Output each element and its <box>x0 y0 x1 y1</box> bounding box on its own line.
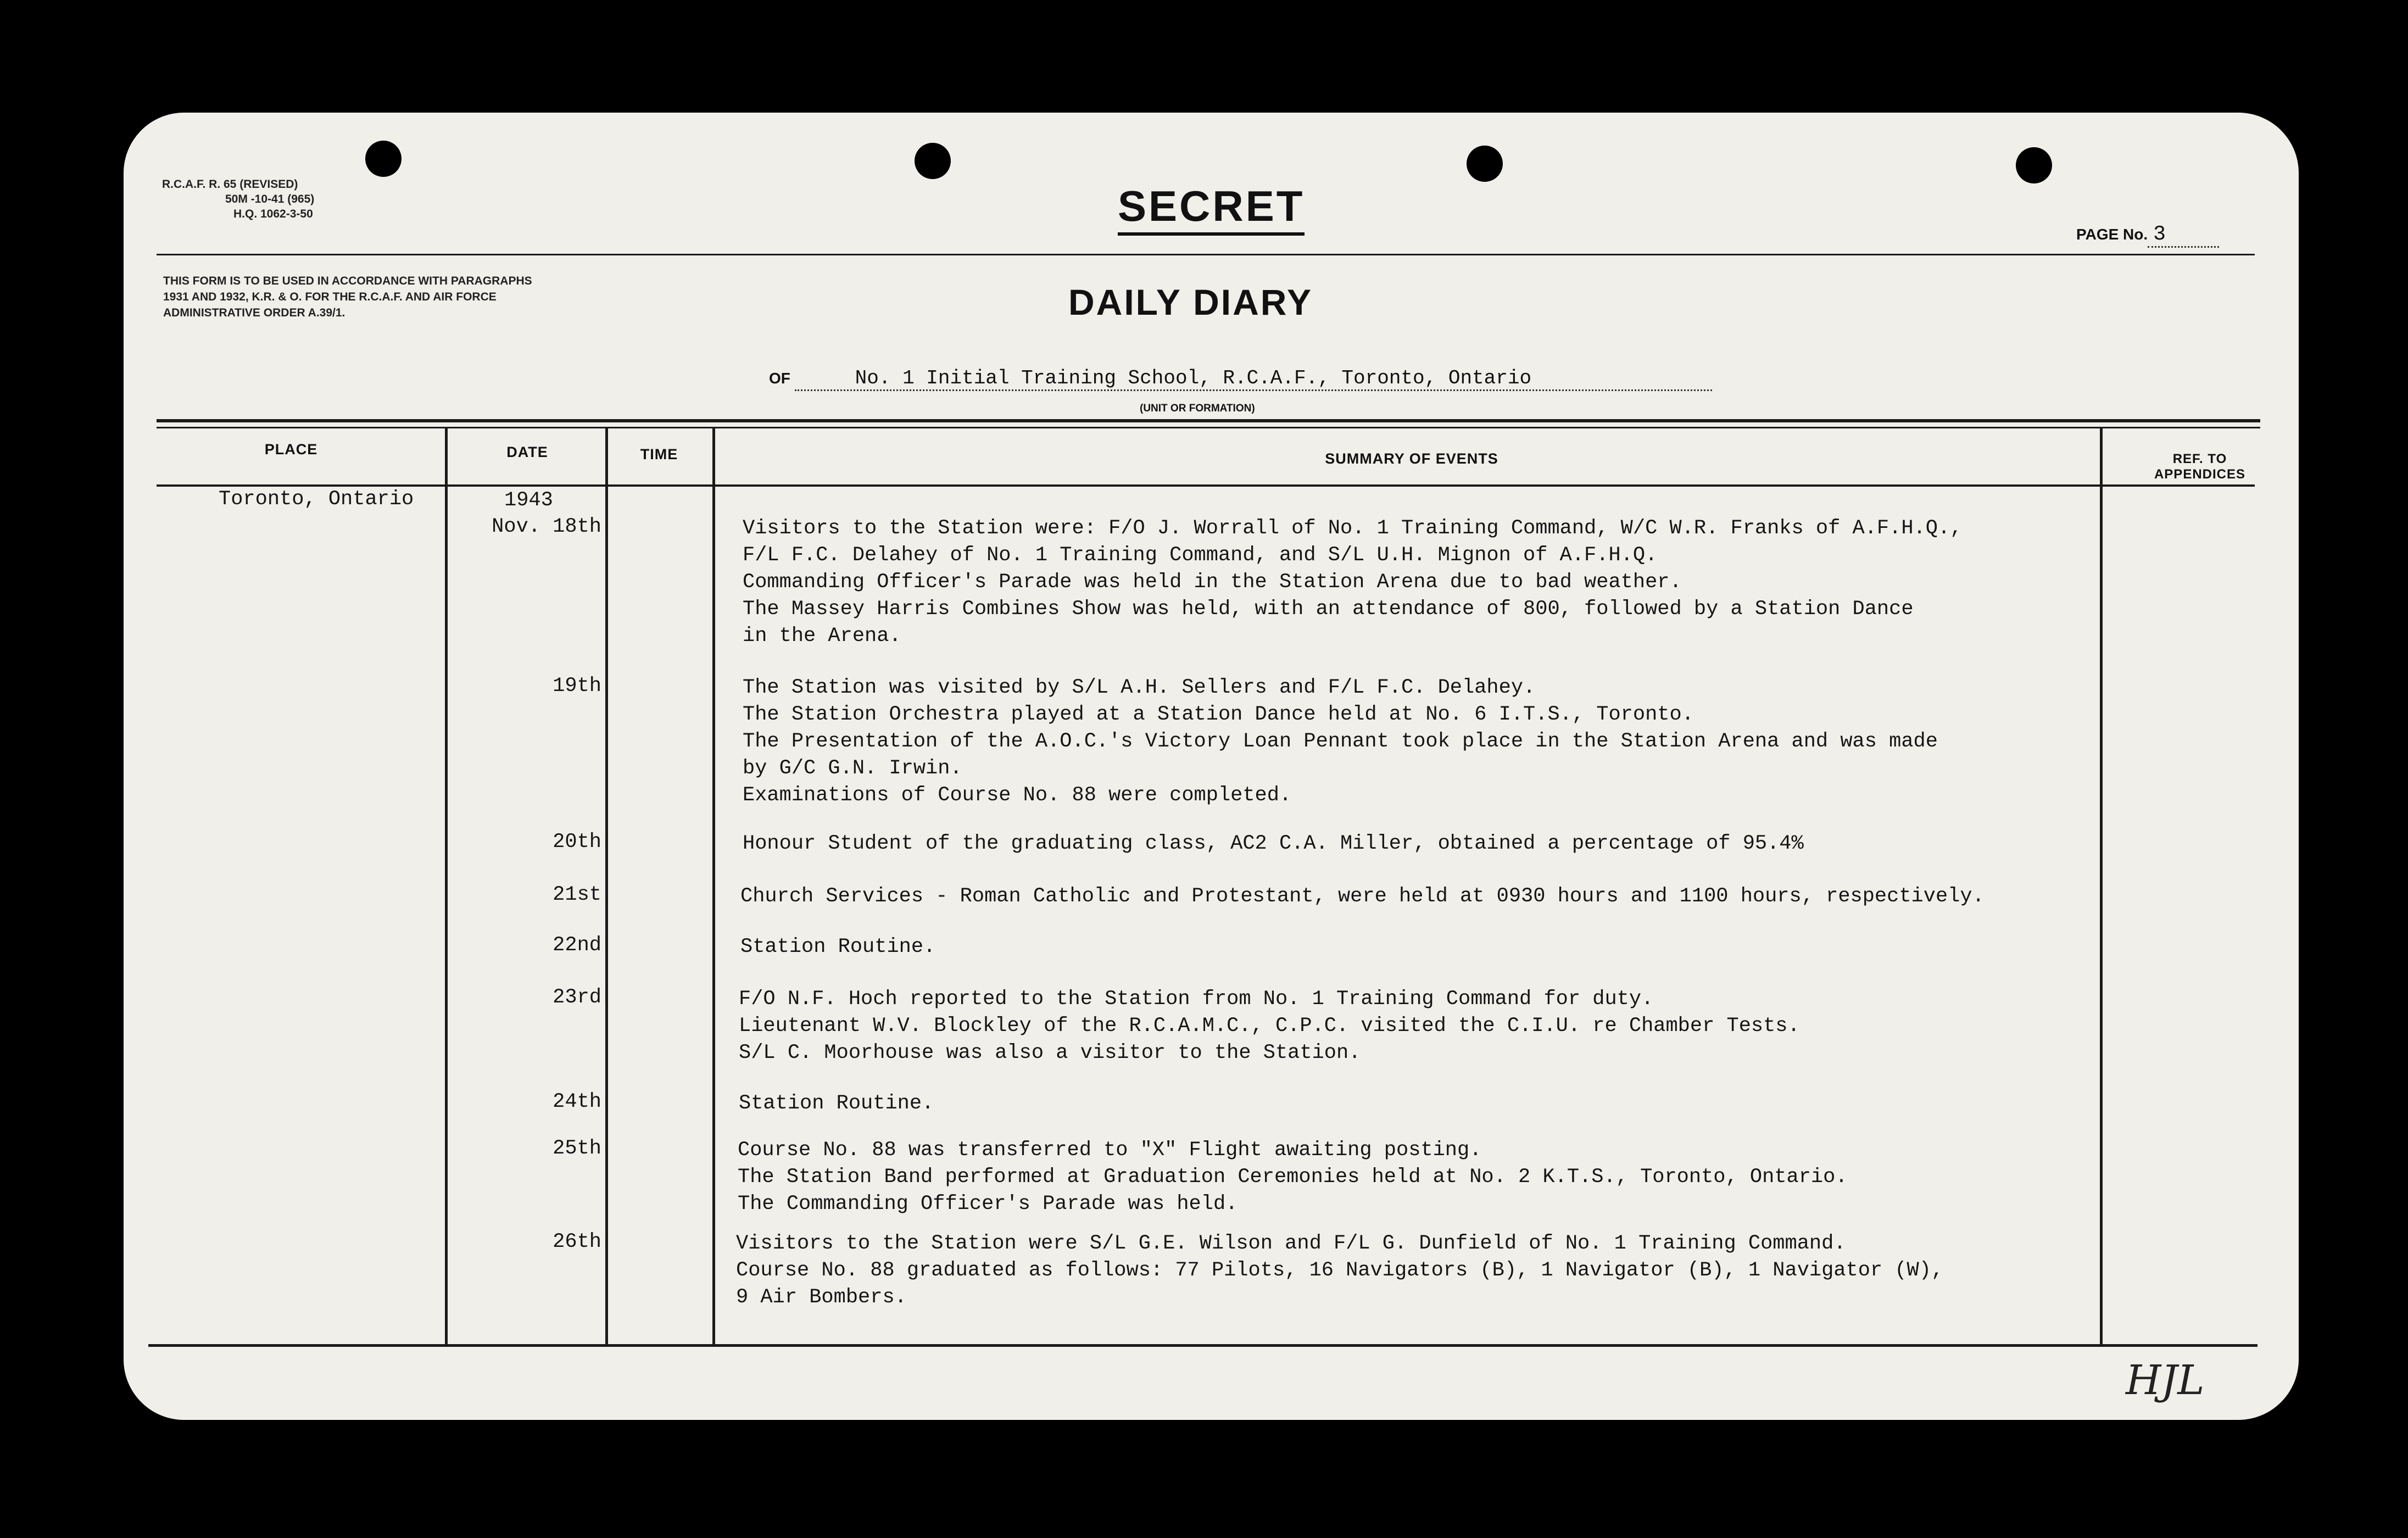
classification-stamp: SECRET <box>1118 181 1305 236</box>
col-divider-time <box>712 428 715 1345</box>
header-ref-line2: APPENDICES <box>2154 467 2246 482</box>
summary-line: The Commanding Officer's Parade was held. <box>738 1192 1238 1216</box>
handwritten-initials: HJL <box>2126 1357 2205 1404</box>
summary-line: S/L C. Moorhouse was also a visitor to the Station. <box>739 1041 1361 1065</box>
summary-line: Visitors to the Station were: F/O J. Worrall of No. 1 Training Command, W/C W.R. Franks of A.F.H.Q., <box>743 517 1963 540</box>
header-rule <box>157 254 2255 255</box>
summary-line: Station Routine. <box>740 935 936 959</box>
page-number-value: 3 <box>2148 222 2219 248</box>
entry-date: 25th <box>553 1137 601 1160</box>
summary-line: Course No. 88 was transferred to "X" Flight awaiting posting. <box>738 1139 1482 1162</box>
table-bottom-rule <box>148 1344 2258 1347</box>
punch-hole <box>915 143 951 179</box>
table-header-rule <box>157 484 2255 487</box>
summary-line: F/O N.F. Hoch reported to the Station from No. 1 Training Command for duty. <box>739 988 1654 1011</box>
summary-line: Course No. 88 graduated as follows: 77 Pilots, 16 Navigators (B), 1 Navigator (B), 1 Navigator (W), <box>736 1259 1944 1282</box>
entry-date: 21st <box>553 883 601 906</box>
form-id-line3: H.Q. 1062-3-50 <box>233 208 313 220</box>
header-time: TIME <box>640 446 678 462</box>
entry-date: 26th <box>553 1230 601 1253</box>
entry-summary <box>738 1137 2061 1218</box>
entry-date: 23rd <box>553 986 601 1009</box>
unit-line <box>769 367 1712 391</box>
header-ref-line1: REF. TO <box>2172 452 2227 466</box>
punch-hole <box>365 141 402 177</box>
entry-date: Nov. 18th <box>492 515 601 538</box>
summary-line: Visitors to the Station were S/L G.E. Wilson and F/L G. Dunfield of No. 1 Training Command. <box>736 1232 1846 1255</box>
document-title: DAILY DIARY <box>1068 282 1313 322</box>
entry-date: 24th <box>553 1090 601 1113</box>
form-notice: THIS FORM IS TO BE USED IN ACCORDANCE WITH PARAGRAPHS 1931 AND 1932, K.R. & O. FOR THE R.C.A.F. AND AIR FORCE ADMINISTRATIVE ORDER A.39/1. <box>163 275 532 319</box>
header-summary: SUMMARY OF EVENTS <box>1325 450 1498 467</box>
entry-summary <box>740 883 2064 910</box>
summary-line: F/L F.C. Delahey of No. 1 Training Command, and S/L U.H. Mignon of A.F.H.Q. <box>743 544 1658 567</box>
year-value: 1943 <box>504 489 553 512</box>
punch-hole <box>2016 147 2052 183</box>
header-ref-appendices <box>2109 452 2290 482</box>
entry-summary <box>743 831 2066 857</box>
header-place: PLACE <box>264 441 318 458</box>
col-divider-date <box>605 428 608 1345</box>
summary-line: The Station Orchestra played at a Station Dance held at No. 6 I.T.S., Toronto. <box>743 703 1694 726</box>
entry-summary <box>743 675 2066 809</box>
entry-date: 20th <box>553 831 601 854</box>
unit-caption: (UNIT OR FORMATION) <box>1140 403 1255 414</box>
summary-line: Station Routine. <box>739 1092 934 1115</box>
entry-summary <box>740 934 2064 961</box>
summary-line: Church Services - Roman Catholic and Protestant, were held at 0930 hours and 1100 hours, respectively. <box>740 885 1985 908</box>
table-top-rule-2 <box>157 427 2260 428</box>
summary-line: Honour Student of the graduating class, AC2 C.A. Miller, obtained a percentage of 95.4% <box>743 832 1804 855</box>
form-id-line2: 50M -10-41 (965) <box>225 193 315 205</box>
entry-date: 19th <box>553 675 601 698</box>
form-id-line1: R.C.A.F. R. 65 (REVISED) <box>162 178 298 191</box>
header-date: DATE <box>506 444 548 460</box>
summary-line: in the Arena. <box>743 625 901 648</box>
page-number-label: PAGE No. <box>2076 226 2148 243</box>
summary-line: The Massey Harris Combines Show was held, with an attendance of 800, followed by a Station Dance <box>743 598 1914 621</box>
form-id <box>162 177 314 221</box>
summary-line: by G/C G.N. Irwin. <box>743 757 962 780</box>
entry-summary <box>739 1090 2063 1117</box>
summary-line: Examinations of Course No. 88 were completed. <box>743 784 1292 807</box>
col-divider-place <box>445 428 448 1345</box>
entry-summary <box>739 986 2063 1067</box>
entry-date: 22nd <box>553 934 601 957</box>
unit-value: No. 1 Initial Training School, R.C.A.F., Toronto, Ontario <box>795 367 1712 391</box>
entry-summary <box>743 515 2066 650</box>
table-top-rule <box>157 419 2260 422</box>
summary-line: 9 Air Bombers. <box>736 1286 907 1309</box>
punch-hole <box>1467 146 1503 182</box>
unit-prefix: OF <box>769 370 790 387</box>
summary-line: The Presentation of the A.O.C.'s Victory Loan Pennant took place in the Station Arena and was made <box>743 730 1938 753</box>
page-number <box>2076 222 2219 248</box>
summary-line: Lieutenant W.V. Blockley of the R.C.A.M.C., C.P.C. visited the C.I.U. re Chamber Tests. <box>739 1015 1800 1038</box>
summary-line: The Station Band performed at Graduation Ceremonies held at No. 2 K.T.S., Toronto, Ontario. <box>738 1166 1848 1189</box>
summary-line: The Station was visited by S/L A.H. Sellers and F/L F.C. Delahey. <box>743 676 1536 699</box>
summary-line: Commanding Officer's Parade was held in the Station Arena due to bad weather. <box>743 571 1682 594</box>
col-divider-summary <box>2100 428 2103 1345</box>
entry-summary <box>736 1230 2060 1311</box>
place-value: Toronto, Ontario <box>219 488 414 511</box>
